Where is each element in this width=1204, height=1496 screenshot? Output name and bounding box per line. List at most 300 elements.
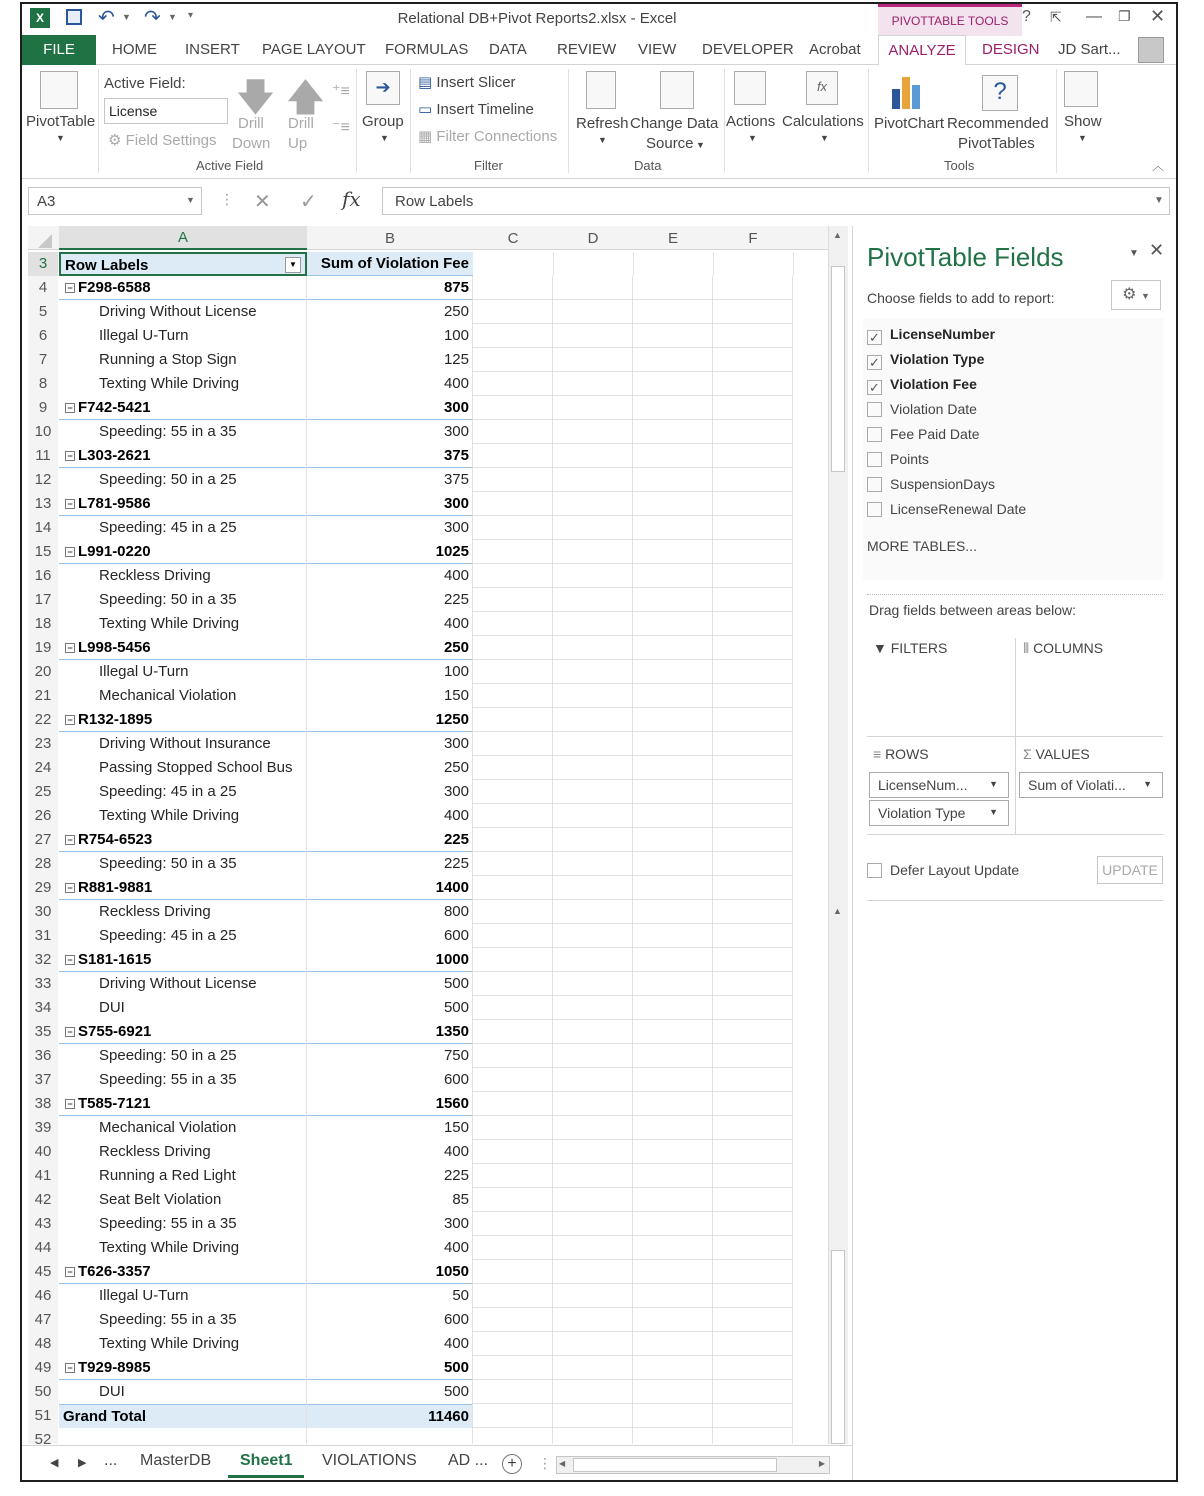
gridline: [632, 564, 633, 588]
violation-fee-cell[interactable]: 100: [443, 663, 469, 680]
violation-fee-cell[interactable]: 875: [307, 276, 473, 300]
insert-timeline-button[interactable]: [418, 100, 534, 118]
violation-type-cell[interactable]: [59, 1044, 307, 1068]
value-field-pill[interactable]: [1019, 772, 1163, 798]
violation-fee-cell[interactable]: 1000: [307, 948, 473, 972]
redo-icon[interactable]: ↷: [144, 7, 161, 29]
row-number[interactable]: 32: [28, 948, 58, 972]
name-box[interactable]: A3: [28, 187, 202, 215]
drill-down-label-1[interactable]: Drill: [238, 115, 264, 132]
row-number[interactable]: 16: [28, 564, 58, 588]
row-number[interactable]: 30: [28, 900, 58, 924]
violation-fee-cell[interactable]: 600: [443, 1311, 469, 1328]
violation-fee-cell[interactable]: 600: [443, 1071, 469, 1088]
violation-fee-cell[interactable]: 1250: [307, 708, 473, 732]
pane-options-icon[interactable]: ▼: [1129, 248, 1139, 259]
violation-fee-cell[interactable]: 125: [443, 351, 469, 368]
gridline: [552, 756, 553, 780]
field-item[interactable]: [867, 451, 929, 473]
customize-qat-icon[interactable]: ▾: [188, 10, 194, 21]
select-all-icon[interactable]: [38, 234, 52, 248]
row-number[interactable]: 13: [28, 492, 58, 516]
horizontal-scrollbar[interactable]: [556, 1456, 830, 1474]
license-number-cell[interactable]: [59, 1092, 307, 1116]
violation-fee-cell[interactable]: 250: [443, 303, 469, 320]
violation-type-cell[interactable]: [59, 300, 307, 324]
row-number[interactable]: 45: [28, 1260, 58, 1284]
violation-type-cell[interactable]: [59, 324, 307, 348]
violation-fee-cell[interactable]: 85: [452, 1191, 469, 1208]
scroll-thumb-lower[interactable]: [831, 1250, 845, 1444]
pivotchart-button[interactable]: PivotChart: [874, 115, 945, 132]
collapse-toggle-icon[interactable]: −: [65, 283, 75, 293]
row-number[interactable]: 33: [28, 972, 58, 996]
tab-insert[interactable]: INSERT: [185, 41, 240, 58]
row-number[interactable]: 51: [28, 1404, 58, 1428]
scroll-thumb[interactable]: [831, 266, 845, 472]
collapse-toggle-icon[interactable]: −: [65, 1363, 75, 1373]
license-number-cell[interactable]: [59, 876, 307, 900]
violation-type-cell[interactable]: [59, 1212, 307, 1236]
group-dropdown-icon[interactable]: ▼: [380, 133, 389, 143]
field-checkbox[interactable]: [867, 502, 882, 517]
calculations-button[interactable]: Calculations: [782, 113, 864, 130]
tab-view[interactable]: VIEW: [638, 41, 677, 58]
ribbon-display-options-icon[interactable]: ⇱: [1050, 9, 1062, 25]
license-number-cell[interactable]: [59, 948, 307, 972]
row-number[interactable]: 26: [28, 804, 58, 828]
value-field-dropdown-icon[interactable]: ▼: [1143, 779, 1152, 789]
license-number-cell[interactable]: [59, 828, 307, 852]
insert-function-icon[interactable]: fx: [342, 187, 361, 211]
collapse-toggle-icon[interactable]: −: [65, 403, 75, 413]
grand-total-label[interactable]: [59, 1404, 307, 1428]
minimize-icon[interactable]: —: [1086, 8, 1102, 25]
row-number[interactable]: 14: [28, 516, 58, 540]
violation-type-cell[interactable]: [59, 1068, 307, 1092]
tab-file[interactable]: FILE: [22, 35, 96, 65]
formula-input[interactable]: Row Labels: [382, 187, 1170, 215]
row-number[interactable]: 23: [28, 732, 58, 756]
violation-type-cell[interactable]: [59, 1236, 307, 1260]
violation-fee-cell[interactable]: 400: [443, 1335, 469, 1352]
pivottable-icon[interactable]: [40, 71, 78, 109]
tab-developer[interactable]: DEVELOPER: [702, 41, 794, 58]
values-area[interactable]: [1023, 746, 1090, 762]
update-button[interactable]: UPDATE: [1097, 856, 1163, 884]
split-scroll-icon[interactable]: ▲: [833, 906, 842, 916]
more-tables-link[interactable]: MORE TABLES...: [867, 538, 977, 554]
row-number[interactable]: 35: [28, 1020, 58, 1044]
active-field-input[interactable]: License: [104, 98, 228, 124]
collapse-toggle-icon[interactable]: −: [65, 451, 75, 461]
gridline: [472, 972, 473, 996]
change-data-source-label-2[interactable]: [646, 135, 705, 152]
expand-field-icon[interactable]: ⁺≡: [332, 83, 350, 100]
violation-fee-cell[interactable]: 400: [443, 1143, 469, 1160]
column-header-b[interactable]: B: [384, 230, 395, 247]
license-number-cell[interactable]: [59, 492, 307, 516]
violation-type-cell[interactable]: [59, 756, 307, 780]
row-number[interactable]: 41: [28, 1164, 58, 1188]
confirm-entry-icon[interactable]: ✓: [300, 191, 317, 213]
row-field-pill[interactable]: [869, 800, 1009, 826]
violation-fee-cell[interactable]: 300: [307, 492, 473, 516]
violation-type-cell[interactable]: [59, 348, 307, 372]
violation-fee-cell[interactable]: 600: [443, 927, 469, 944]
more-sheets-left[interactable]: ...: [104, 1452, 118, 1469]
sheet-tab-masterdb[interactable]: MasterDB: [140, 1452, 212, 1469]
field-item[interactable]: [867, 326, 995, 348]
field-item[interactable]: [867, 501, 1026, 523]
violation-fee-cell[interactable]: 150: [443, 1119, 469, 1136]
row-number[interactable]: 10: [28, 420, 58, 444]
drill-up-label-1[interactable]: Drill: [288, 115, 314, 132]
pivottable-dropdown-icon[interactable]: ▼: [56, 133, 65, 143]
column-header-a[interactable]: A: [59, 226, 307, 250]
row-number[interactable]: 5: [28, 300, 58, 324]
tab-home[interactable]: HOME: [112, 41, 157, 58]
column-header-f[interactable]: F: [748, 230, 758, 247]
worksheet-grid[interactable]: [22, 226, 850, 1444]
calculations-dropdown-icon[interactable]: ▼: [820, 133, 829, 143]
collapse-toggle-icon[interactable]: −: [65, 955, 75, 965]
violation-fee-cell[interactable]: 225: [307, 828, 473, 852]
close-icon[interactable]: ✕: [1150, 6, 1166, 26]
name-box-dropdown-icon[interactable]: ▼: [186, 195, 195, 205]
violation-type-cell[interactable]: [59, 1380, 307, 1404]
row-number[interactable]: 11: [28, 444, 58, 468]
violation-fee-cell[interactable]: 400: [443, 1239, 469, 1256]
field-checkbox[interactable]: [867, 402, 882, 417]
row-number[interactable]: 15: [28, 540, 58, 564]
row-number[interactable]: 37: [28, 1068, 58, 1092]
scroll-right-icon[interactable]: ▶: [818, 1459, 825, 1468]
row-number[interactable]: 7: [28, 348, 58, 372]
field-item[interactable]: [867, 351, 984, 373]
drill-down-label-2[interactable]: Down: [232, 135, 271, 152]
sheet-tab-bar: [22, 1445, 852, 1481]
row-number[interactable]: 47: [28, 1308, 58, 1332]
violation-type-cell[interactable]: [59, 900, 307, 924]
pivot-detail-row: [28, 1164, 828, 1188]
show-button[interactable]: Show: [1064, 113, 1102, 130]
violation-type-cell[interactable]: [59, 972, 307, 996]
violation-fee-cell[interactable]: 300: [307, 396, 473, 420]
violation-fee-cell[interactable]: 375: [443, 471, 469, 488]
violation-type-cell[interactable]: [59, 612, 307, 636]
row-number[interactable]: 46: [28, 1284, 58, 1308]
tab-design[interactable]: DESIGN: [982, 41, 1040, 58]
add-sheet-icon[interactable]: +: [502, 1454, 522, 1474]
violation-fee-cell[interactable]: 50: [452, 1287, 469, 1304]
column-header-c[interactable]: C: [507, 230, 519, 247]
violation-type-cell[interactable]: [59, 564, 307, 588]
violation-fee-cell[interactable]: 400: [443, 807, 469, 824]
collapse-toggle-icon[interactable]: −: [65, 547, 75, 557]
refresh-button[interactable]: Refresh: [576, 115, 629, 132]
field-item[interactable]: [867, 476, 995, 498]
violation-type-cell[interactable]: [59, 1116, 307, 1140]
refresh-dropdown-icon[interactable]: ▼: [598, 135, 607, 145]
row-number[interactable]: 22: [28, 708, 58, 732]
user-name[interactable]: JD Sart...: [1058, 41, 1121, 58]
violation-type-cell[interactable]: [59, 1164, 307, 1188]
violation-type-cell[interactable]: [59, 804, 307, 828]
violation-type-cell[interactable]: [59, 588, 307, 612]
row-number[interactable]: 34: [28, 996, 58, 1020]
violation-fee-cell[interactable]: 1400: [307, 876, 473, 900]
violation-fee-cell[interactable]: 250: [443, 759, 469, 776]
violation-fee-cell[interactable]: 400: [443, 615, 469, 632]
redo-dropdown-icon[interactable]: ▼: [168, 12, 177, 22]
gridline: [472, 348, 473, 372]
row-number[interactable]: 49: [28, 1356, 58, 1380]
collapse-toggle-icon[interactable]: −: [65, 715, 75, 725]
violation-fee-cell[interactable]: 800: [443, 903, 469, 920]
tab-formulas[interactable]: FORMULAS: [385, 41, 469, 58]
collapse-toggle-icon[interactable]: −: [65, 1267, 75, 1277]
license-number-cell[interactable]: [59, 396, 307, 420]
column-header-d[interactable]: D: [587, 230, 599, 247]
violation-fee-cell[interactable]: 300: [443, 735, 469, 752]
row-number[interactable]: 4: [28, 276, 58, 300]
row-number[interactable]: 52: [28, 1428, 58, 1444]
tab-acrobat[interactable]: Acrobat: [809, 41, 861, 58]
row-field-dropdown-icon[interactable]: ▼: [989, 779, 998, 789]
field-checkbox[interactable]: ✓: [867, 380, 882, 395]
row-number[interactable]: 3: [28, 252, 58, 276]
next-sheet-icon[interactable]: ▶: [78, 1457, 87, 1469]
row-number[interactable]: 29: [28, 876, 58, 900]
collapse-toggle-icon[interactable]: −: [65, 499, 75, 509]
tab-analyze[interactable]: ANALYZE: [878, 35, 966, 66]
recommended-pivottables-label-2[interactable]: PivotTables: [958, 135, 1035, 152]
violation-fee-cell[interactable]: 500: [443, 975, 469, 992]
field-checkbox[interactable]: ✓: [867, 330, 882, 345]
column-header-e[interactable]: E: [667, 230, 678, 247]
expand-formula-bar-icon[interactable]: ▼: [1154, 195, 1164, 206]
pivot-detail-row: [28, 1428, 828, 1444]
license-number-cell[interactable]: [59, 708, 307, 732]
violation-fee-cell[interactable]: 225: [443, 591, 469, 608]
columns-area[interactable]: [1023, 640, 1103, 657]
restore-icon[interactable]: ❐: [1118, 8, 1131, 24]
gridline: [306, 804, 307, 828]
tab-page-layout[interactable]: PAGE LAYOUT: [262, 41, 366, 58]
insert-slicer-button[interactable]: [418, 73, 516, 91]
violation-type-cell[interactable]: [59, 996, 307, 1020]
row-number[interactable]: 9: [28, 396, 58, 420]
license-number-cell[interactable]: [59, 636, 307, 660]
violation-type-cell[interactable]: [59, 1332, 307, 1356]
row-number[interactable]: 38: [28, 1092, 58, 1116]
license-number-cell[interactable]: [59, 540, 307, 564]
row-labels-filter-icon[interactable]: ▼: [285, 257, 301, 273]
field-checkbox[interactable]: ✓: [867, 355, 882, 370]
field-checkbox[interactable]: [867, 477, 882, 492]
row-number[interactable]: 25: [28, 780, 58, 804]
violation-fee-cell[interactable]: 400: [443, 567, 469, 584]
violation-fee-cell[interactable]: 250: [307, 636, 473, 660]
pivottable-button[interactable]: PivotTable: [26, 113, 96, 130]
field-item[interactable]: [867, 401, 977, 423]
field-checkbox[interactable]: [867, 452, 882, 467]
violation-type-cell[interactable]: [59, 684, 307, 708]
violation-type-cell[interactable]: [59, 372, 307, 396]
rows-area[interactable]: [873, 746, 929, 762]
collapse-toggle-icon[interactable]: −: [65, 1099, 75, 1109]
row-field-pill[interactable]: [869, 772, 1009, 798]
license-number-cell[interactable]: [59, 1020, 307, 1044]
violation-type-cell[interactable]: [59, 1428, 307, 1444]
drill-up-label-2[interactable]: Up: [288, 135, 308, 152]
violation-type-cell[interactable]: [59, 852, 307, 876]
row-number[interactable]: 50: [28, 1380, 58, 1404]
horizontal-scroll-thumb[interactable]: [573, 1458, 777, 1472]
violation-type-cell[interactable]: [59, 732, 307, 756]
violation-fee-cell[interactable]: 300: [443, 1215, 469, 1232]
row-number[interactable]: 28: [28, 852, 58, 876]
gridline: [552, 780, 553, 804]
scroll-up-icon[interactable]: ▲: [833, 230, 842, 240]
row-number[interactable]: 39: [28, 1116, 58, 1140]
license-number-cell[interactable]: [59, 276, 307, 300]
violation-fee-cell[interactable]: 225: [443, 855, 469, 872]
row-number[interactable]: 44: [28, 1236, 58, 1260]
actions-button[interactable]: Actions: [726, 113, 776, 130]
pivot-detail-row: [28, 1140, 828, 1164]
license-number-cell[interactable]: [59, 444, 307, 468]
tools-gear-icon[interactable]: ⚙ ▼: [1111, 280, 1161, 310]
gridline: [632, 1044, 633, 1068]
row-number[interactable]: 19: [28, 636, 58, 660]
tab-review[interactable]: REVIEW: [557, 41, 617, 58]
row-number[interactable]: 43: [28, 1212, 58, 1236]
filters-area[interactable]: [873, 640, 947, 656]
violation-type-cell[interactable]: [59, 1188, 307, 1212]
filter-connections-button[interactable]: [418, 127, 557, 145]
violation-fee-cell[interactable]: 400: [443, 375, 469, 392]
collapse-toggle-icon[interactable]: −: [65, 1027, 75, 1037]
collapse-toggle-icon[interactable]: −: [65, 883, 75, 893]
vertical-scrollbar[interactable]: [828, 226, 848, 1444]
violation-fee-cell[interactable]: 1350: [307, 1020, 473, 1044]
violation-fee-cell[interactable]: 225: [443, 1167, 469, 1184]
undo-dropdown-icon[interactable]: ▼: [122, 12, 131, 22]
violation-type-cell[interactable]: [59, 468, 307, 492]
violation-type-cell[interactable]: [59, 1140, 307, 1164]
violation-type-cell[interactable]: [59, 420, 307, 444]
violation-type-cell[interactable]: [59, 1284, 307, 1308]
defer-checkbox-box[interactable]: [867, 863, 882, 878]
row-number[interactable]: 31: [28, 924, 58, 948]
license-number-cell[interactable]: [59, 1260, 307, 1284]
help-icon[interactable]: ?: [1022, 8, 1031, 25]
recommended-pivottables-label-1[interactable]: Recommended: [947, 115, 1049, 132]
row-number[interactable]: 6: [28, 324, 58, 348]
violation-type-cell[interactable]: [59, 780, 307, 804]
row-number[interactable]: 12: [28, 468, 58, 492]
sheet-tab-sheet1[interactable]: Sheet1: [228, 1446, 304, 1478]
undo-icon[interactable]: ↶: [98, 7, 115, 29]
user-avatar[interactable]: [1138, 37, 1164, 63]
change-data-source-label-1[interactable]: Change Data: [630, 115, 719, 132]
sheet-tab-ad[interactable]: AD ...: [448, 1452, 489, 1469]
grand-total-value[interactable]: 11460: [307, 1404, 473, 1428]
violation-fee-cell[interactable]: 500: [307, 1356, 473, 1380]
violation-fee-cell[interactable]: [307, 1428, 473, 1444]
license-number-cell[interactable]: [59, 1356, 307, 1380]
field-checkbox[interactable]: [867, 427, 882, 442]
row-number[interactable]: 42: [28, 1188, 58, 1212]
pane-close-icon[interactable]: ✕: [1149, 240, 1165, 260]
row-number[interactable]: 24: [28, 756, 58, 780]
group-button[interactable]: Group: [362, 113, 404, 130]
violation-fee-cell[interactable]: 500: [443, 999, 469, 1016]
row-number[interactable]: 20: [28, 660, 58, 684]
violation-fee-cell[interactable]: 750: [443, 1047, 469, 1064]
gridline: [552, 636, 553, 660]
row-number[interactable]: 27: [28, 828, 58, 852]
row-number[interactable]: 21: [28, 684, 58, 708]
violation-fee-cell[interactable]: 375: [307, 444, 473, 468]
rows-icon: ≡: [873, 746, 886, 762]
show-dropdown-icon[interactable]: ▼: [1078, 133, 1087, 143]
sheet-tab-violations[interactable]: VIOLATIONS: [322, 1452, 417, 1469]
row-labels-header[interactable]: [59, 252, 307, 276]
violation-fee-cell[interactable]: 150: [443, 687, 469, 704]
collapse-field-icon[interactable]: ⁻≡: [332, 119, 350, 136]
violation-fee-cell[interactable]: 300: [443, 519, 469, 536]
row-number[interactable]: 48: [28, 1332, 58, 1356]
row-number[interactable]: 8: [28, 372, 58, 396]
collapse-toggle-icon[interactable]: −: [65, 643, 75, 653]
row-number[interactable]: 36: [28, 1044, 58, 1068]
sum-violation-fee-header[interactable]: Sum of Violation Fee: [307, 252, 473, 276]
violation-type-cell[interactable]: [59, 924, 307, 948]
violation-fee-cell[interactable]: 100: [443, 327, 469, 344]
violation-fee-cell[interactable]: 300: [443, 783, 469, 800]
tab-split-grip-icon[interactable]: ⋮: [538, 1455, 552, 1471]
row-number[interactable]: 18: [28, 612, 58, 636]
scroll-left-icon[interactable]: ◀: [559, 1459, 566, 1468]
row-field-dropdown-icon[interactable]: ▼: [989, 807, 998, 817]
field-item[interactable]: [867, 376, 977, 398]
violation-type-cell[interactable]: [59, 516, 307, 540]
actions-dropdown-icon[interactable]: ▼: [748, 133, 757, 143]
collapse-toggle-icon[interactable]: −: [65, 835, 75, 845]
violation-fee-cell[interactable]: 300: [443, 423, 469, 440]
cell-text: F742-5421: [78, 399, 151, 416]
cancel-entry-icon[interactable]: ✕: [254, 191, 271, 213]
gridline: [792, 1164, 793, 1188]
violation-fee-cell[interactable]: 1025: [307, 540, 473, 564]
collapse-ribbon-icon[interactable]: ︿: [1152, 159, 1165, 173]
violation-fee-cell[interactable]: 1050: [307, 1260, 473, 1284]
violation-type-cell[interactable]: [59, 1308, 307, 1332]
prev-sheet-icon[interactable]: ◀: [50, 1457, 59, 1469]
violation-type-cell[interactable]: [59, 660, 307, 684]
defer-layout-checkbox[interactable]: [867, 862, 1019, 878]
tab-data[interactable]: DATA: [489, 41, 527, 58]
violation-fee-cell[interactable]: 500: [443, 1383, 469, 1400]
row-number[interactable]: 40: [28, 1140, 58, 1164]
violation-fee-cell[interactable]: 1560: [307, 1092, 473, 1116]
field-settings-button[interactable]: [108, 131, 217, 149]
row-number[interactable]: 17: [28, 588, 58, 612]
field-item[interactable]: [867, 426, 980, 448]
